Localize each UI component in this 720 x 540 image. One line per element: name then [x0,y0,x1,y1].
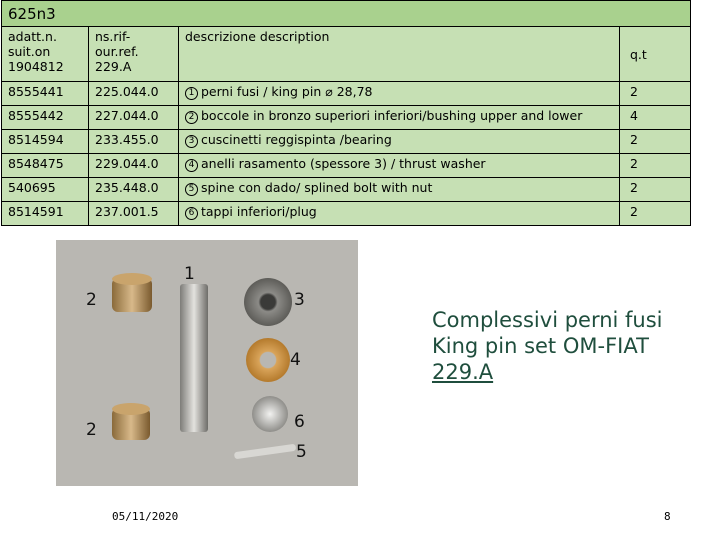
photo-label-6: 6 [294,412,305,432]
photo-label-5: 5 [296,442,307,462]
header-description: descrizione description [179,27,620,82]
cell-qty: 2 [620,202,691,226]
parts-photo [56,240,358,486]
table-row [2,202,691,226]
cell-ref: 237.001.5 [89,202,179,226]
cell-code: 8548475 [2,154,89,178]
thrust-bearing-part [244,278,292,326]
cell-description [179,202,620,226]
cell-description [179,154,620,178]
cell-ref: 227.044.0 [89,106,179,130]
description-text: perni fusi / king pin ⌀ 28,78 [201,84,373,99]
cell-code: 8514591 [2,202,89,226]
description-text: boccole in bronzo superiori inferiori/bushing upper and lower [201,108,583,123]
table-row [2,106,691,130]
table-header-row [2,27,691,82]
king-pin-part [180,284,208,432]
photo-label-3: 3 [294,290,305,310]
footer-date: 05/11/2020 [112,510,179,523]
cell-code: 8555442 [2,106,89,130]
parts-photo-drawing [56,240,358,486]
item-number-badge: 1 [185,87,198,100]
cell-qty: 2 [620,154,691,178]
cell-description [179,178,620,202]
table-title: 625n3 [2,1,691,27]
caption-model: 229.A [432,360,494,384]
thrust-washer-part [246,338,290,382]
photo-label-1: 1 [184,264,195,284]
cell-ref: 229.044.0 [89,154,179,178]
cell-code: 540695 [2,178,89,202]
table-row [2,154,691,178]
description-text: spine con dado/ splined bolt with nut [201,180,433,195]
cell-description [179,82,620,106]
description-text: anelli rasamento (spessore 3) / thrust washer [201,156,486,171]
item-number-badge: 2 [185,111,198,124]
item-number-badge: 5 [185,183,198,196]
cell-description [179,106,620,130]
caption-line-2: King pin set OM-FIAT [432,334,649,358]
photo-label-4: 4 [290,350,301,370]
cell-qty: 4 [620,106,691,130]
description-text: tappi inferiori/plug [201,204,317,219]
caption-line-1: Complessivi perni fusi [432,308,663,332]
header-suit-on: adatt.n. suit.on 1904812 [2,27,89,82]
cell-ref: 225.044.0 [89,82,179,106]
table-row [2,82,691,106]
item-number-badge: 4 [185,159,198,172]
set-caption [432,307,663,385]
cell-qty: 2 [620,82,691,106]
cell-code: 8514594 [2,130,89,154]
parts-table [1,0,691,226]
header-qty: q.t [620,27,691,82]
page-number: 8 [664,510,671,523]
cell-qty: 2 [620,178,691,202]
cell-ref: 235.448.0 [89,178,179,202]
photo-label-2-lower: 2 [86,420,97,440]
photo-label-2-upper: 2 [86,290,97,310]
header-our-ref: ns.rif- our.ref. 229.A [89,27,179,82]
cell-code: 8555441 [2,82,89,106]
description-text: cuscinetti reggispinta /bearing [201,132,392,147]
item-number-badge: 3 [185,135,198,148]
plug-part [252,396,288,432]
item-number-badge: 6 [185,207,198,220]
cell-ref: 233.455.0 [89,130,179,154]
table-row [2,178,691,202]
cell-description [179,130,620,154]
table-row [2,130,691,154]
cell-qty: 2 [620,130,691,154]
